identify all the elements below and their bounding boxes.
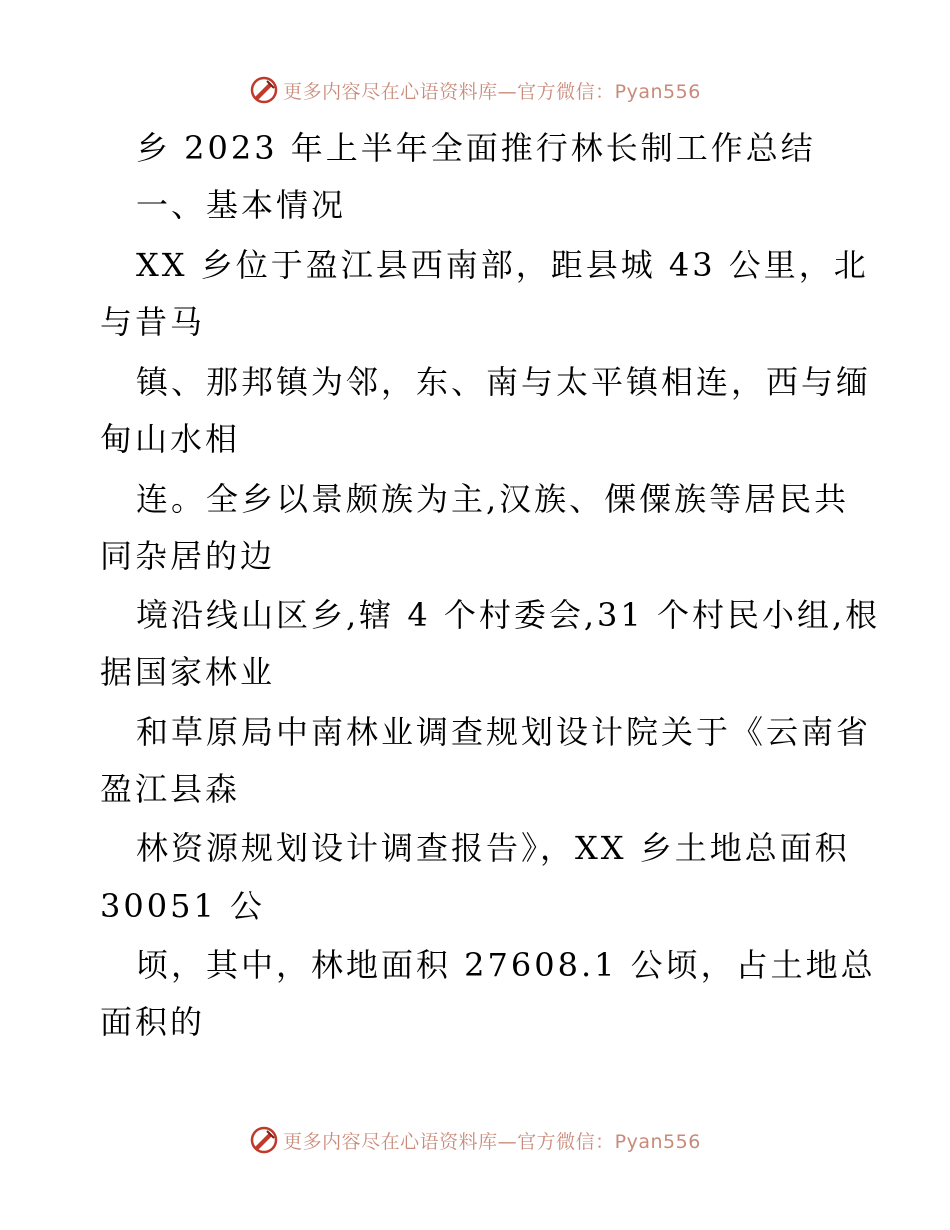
paragraph-line: 据国家林业 <box>100 653 276 691</box>
document-title: 乡 2023 年上半年全面推行林长制工作总结 <box>136 129 816 167</box>
paragraph-line: 镇、那邦镇为邻，东、南与太平镇相连，西与缅 <box>136 363 872 401</box>
header-banner-text: 更多内容尽在心语资料库—官方微信：Pyan556 <box>283 80 701 103</box>
paragraph-line: 盈江县森 <box>100 770 241 808</box>
header-banner <box>0 72 950 108</box>
paragraph-line: 面积的 <box>100 1003 206 1041</box>
paragraph-line: 与昔马 <box>100 303 206 341</box>
logo-icon <box>249 1125 279 1155</box>
footer-banner <box>0 1122 950 1158</box>
paragraph-line: 顷，其中，林地面积 27608.1 公顷，占土地总 <box>136 946 876 984</box>
paragraph-line: 和草原局中南林业调查规划设计院关于《云南省 <box>136 713 872 751</box>
paragraph-line: 同杂居的边 <box>100 537 276 575</box>
logo-icon <box>249 75 279 105</box>
paragraph-line: 30051 公 <box>100 887 265 925</box>
paragraph-line: XX 乡位于盈江县西南部，距县城 43 公里，北 <box>136 246 869 284</box>
paragraph-line: 林资源规划设计调查报告》，XX 乡土地总面积 <box>136 829 850 867</box>
footer-banner-text: 更多内容尽在心语资料库—官方微信：Pyan556 <box>283 1130 701 1153</box>
paragraph-line: 连。全乡以景颇族为主,汉族、傈僳族等居民共 <box>136 480 850 518</box>
paragraph-line: 境沿线山区乡,辖 4 个村委会,31 个村民小组,根 <box>136 596 881 634</box>
paragraph-line: 甸山水相 <box>100 420 241 458</box>
section-heading: 一、基本情况 <box>136 186 347 224</box>
